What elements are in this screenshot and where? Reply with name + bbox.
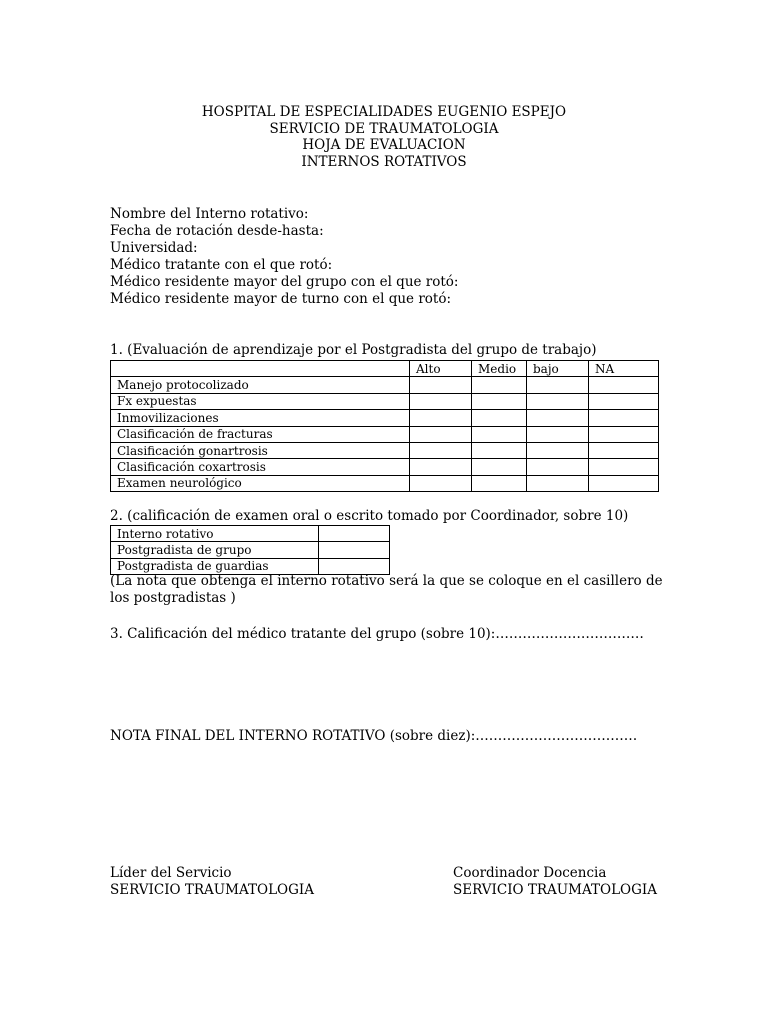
row-label: Clasificación de fracturas (111, 426, 410, 442)
score-cell[interactable] (410, 475, 472, 491)
score-cell[interactable] (472, 442, 527, 458)
field-senior-resident-group: Médico residente mayor del grupo con el que rotó: (110, 274, 459, 290)
header-medio: Medio (472, 361, 527, 377)
score-cell[interactable] (527, 459, 589, 475)
signature-right (453, 865, 657, 899)
row-label: Interno rotativo (111, 526, 319, 542)
score-cell[interactable] (527, 442, 589, 458)
final-grade-line: NOTA FINAL DEL INTERNO ROTATIVO (sobre diez):……………………………… (110, 728, 638, 744)
field-senior-resident-shift: Médico residente mayor de turno con el que rotó: (110, 291, 452, 307)
score-cell[interactable] (527, 377, 589, 393)
row-label: Inmovilizaciones (111, 410, 410, 426)
score-cell[interactable] (410, 377, 472, 393)
row-label: Examen neurológico (111, 475, 410, 491)
score-cell[interactable] (589, 442, 659, 458)
score-cell[interactable] (472, 410, 527, 426)
score-cell[interactable] (589, 459, 659, 475)
header-alto: Alto (410, 361, 472, 377)
form-title: HOJA DE EVALUACION (302, 137, 466, 153)
field-rotation-dates: Fecha de rotación desde-hasta: (110, 223, 324, 239)
score-cell[interactable] (410, 442, 472, 458)
score-cell[interactable] (472, 459, 527, 475)
row-label: Fx expuestas (111, 393, 410, 409)
score-cell[interactable] (319, 526, 390, 542)
score-cell[interactable] (472, 377, 527, 393)
signature-left-service: SERVICIO TRAUMATOLOGIA (110, 882, 314, 898)
table-row (111, 442, 659, 458)
service-name: SERVICIO DE TRAUMATOLOGIA (269, 120, 499, 137)
score-cell[interactable] (410, 459, 472, 475)
row-label: Postgradista de guardias (111, 558, 319, 574)
score-cell[interactable] (472, 426, 527, 442)
header-cell-blank (111, 361, 410, 377)
header-na: NA (589, 361, 659, 377)
table-row (111, 393, 659, 409)
score-cell[interactable] (527, 410, 589, 426)
score-cell[interactable] (410, 410, 472, 426)
header-bajo: bajo (527, 361, 589, 377)
form-subtitle: INTERNOS ROTATIVOS (301, 153, 467, 170)
field-attending-physician: Médico tratante con el que rotó: (110, 257, 333, 273)
table-row (111, 410, 659, 426)
score-cell[interactable] (589, 426, 659, 442)
signature-right-service: SERVICIO TRAUMATOLOGIA (453, 882, 657, 898)
table-row (111, 459, 659, 475)
score-cell[interactable] (527, 393, 589, 409)
signature-left-role: Líder del Servicio (110, 865, 232, 881)
row-label: Clasificación coxartrosis (111, 459, 410, 475)
signature-right-role: Coordinador Docencia (453, 865, 607, 881)
table-header-row (111, 361, 659, 377)
score-cell[interactable] (589, 410, 659, 426)
score-cell[interactable] (589, 377, 659, 393)
row-label: Postgradista de grupo (111, 542, 319, 558)
evaluation-table (110, 360, 659, 492)
score-cell[interactable] (589, 393, 659, 409)
row-label: Clasificación gonartrosis (111, 442, 410, 458)
section2-note: (La nota que obtenga el interno rotativo será la que se coloque en el casillero de los postgradistas ) (110, 573, 663, 606)
table-row (111, 526, 390, 542)
score-cell[interactable] (410, 393, 472, 409)
score-cell[interactable] (410, 426, 472, 442)
document-header (0, 104, 768, 170)
field-university: Universidad: (110, 240, 198, 256)
score-cell[interactable] (589, 475, 659, 491)
section1-title: 1. (Evaluación de aprendizaje por el Postgradista del grupo de trabajo) (110, 342, 597, 358)
student-info-fields (110, 206, 458, 308)
score-cell[interactable] (472, 475, 527, 491)
score-cell[interactable] (319, 542, 390, 558)
table-row (111, 377, 659, 393)
score-cell[interactable] (472, 393, 527, 409)
table-row (111, 542, 390, 558)
section2-title: 2. (calificación de examen oral o escrito tomado por Coordinador, sobre 10) (110, 508, 629, 524)
row-label: Manejo protocolizado (111, 377, 410, 393)
exam-score-table (110, 525, 390, 575)
signature-left (110, 865, 314, 899)
table-row (111, 426, 659, 442)
field-intern-name: Nombre del Interno rotativo: (110, 206, 309, 222)
section3-title: 3. Calificación del médico tratante del grupo (sobre 10):…………………………… (110, 626, 644, 642)
table-row (111, 475, 659, 491)
score-cell[interactable] (527, 426, 589, 442)
hospital-name: HOSPITAL DE ESPECIALIDADES EUGENIO ESPEJO (201, 104, 567, 120)
score-cell[interactable] (527, 475, 589, 491)
